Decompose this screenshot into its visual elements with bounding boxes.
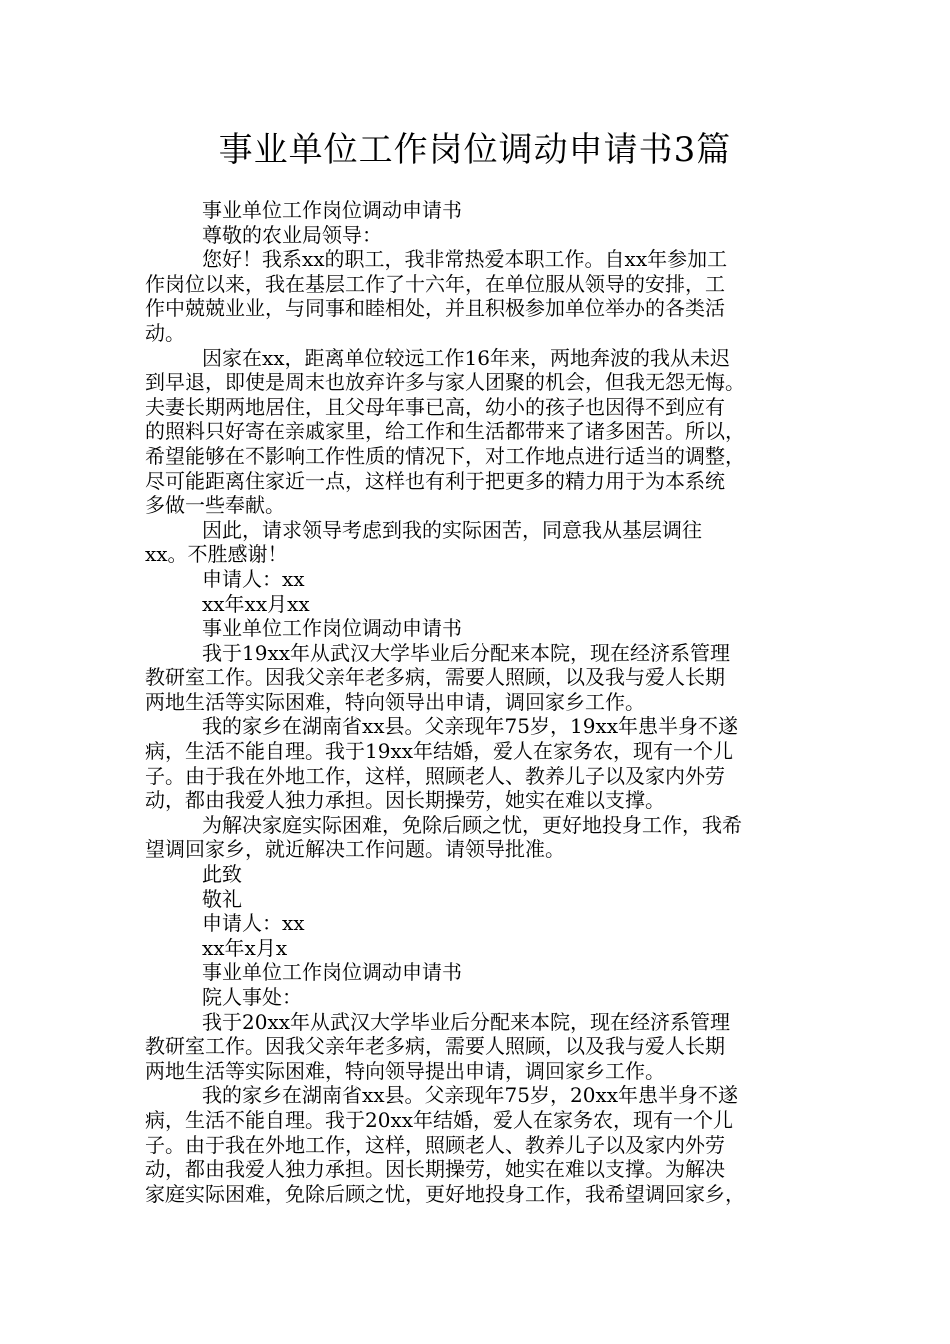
text-line: 您好！我系xx的职工，我非常热爱本职工作。自xx年参加工 (202, 247, 728, 272)
text-line: 我于19xx年从武汉大学毕业后分配来本院，现在经济系管理 (202, 640, 731, 665)
text-line: 我的家乡在湖南省xx县。父亲现年75岁，20xx年患半身不遂 (202, 1083, 739, 1108)
text-line: 教研室工作。因我父亲年老多病，需要人照顾，以及我与爱人长期 (145, 665, 725, 690)
text-line: 动，都由我爱人独力承担。因长期操劳，她实在难以支撑。为解决 (145, 1157, 725, 1182)
text-line: 子。由于我在外地工作，这样，照顾老人、教养儿子以及家内外劳 (145, 763, 725, 788)
text-line: 为解决家庭实际困难，免除后顾之忧，更好地投身工作，我希 (202, 812, 742, 837)
document-title: 事业单位工作岗位调动申请书3篇 (218, 130, 732, 170)
text-line: 两地生活等实际困难，特向领导提出申请，调回家乡工作。 (145, 1058, 665, 1083)
text-line: 病，生活不能自理。我于19xx年结婚，爱人在家务农，现有一个儿 (145, 739, 734, 764)
text-line: 病，生活不能自理。我于20xx年结婚，爱人在家务农，现有一个儿 (145, 1107, 734, 1132)
document-body (145, 198, 810, 1206)
text-line: xx年x月x (202, 935, 288, 960)
text-line: 望调回家乡，就近解决工作问题。请领导批准。 (145, 837, 565, 862)
text-line: 院人事处： (202, 985, 302, 1009)
text-line: xx年xx月xx (202, 591, 310, 616)
text-line: xx。不胜感谢！ (145, 542, 288, 567)
text-line: 动。 (145, 320, 185, 345)
text-line: 尊敬的农业局领导： (202, 222, 382, 247)
text-line: 作中兢兢业业，与同事和睦相处，并且积极参加单位举办的各类活 (145, 296, 725, 321)
text-line: 此致 (202, 862, 242, 887)
text-line: 事业单位工作岗位调动申请书 (202, 960, 462, 985)
text-line: 申请人：xx (202, 911, 305, 936)
text-line: 我于20xx年从武汉大学毕业后分配来本院，现在经济系管理 (202, 1009, 731, 1034)
text-line: 家庭实际困难，免除后顾之忧，更好地投身工作，我希望调回家乡， (145, 1181, 745, 1206)
text-line: 的照料只好寄在亲戚家里，给工作和生活都带来了诸多困苦。所以， (145, 419, 745, 444)
text-line: 作岗位以来，我在基层工作了十六年，在单位服从领导的安排，工 (145, 271, 725, 296)
text-line: 子。由于我在外地工作，这样，照顾老人、教养儿子以及家内外劳 (145, 1132, 725, 1157)
text-line: 我的家乡在湖南省xx县。父亲现年75岁，19xx年患半身不遂 (202, 714, 739, 739)
text-line: 申请人：xx (202, 566, 305, 591)
text-line: 夫妻长期两地居住，且父母年事已高，幼小的孩子也因得不到应有 (145, 394, 725, 419)
text-line: 因此，请求领导考虑到我的实际困苦，同意我从基层调往 (202, 517, 702, 542)
text-line: 敬礼 (202, 886, 242, 911)
text-line: 因家在xx，距离单位较远工作16年来，两地奔波的我从未迟 (202, 345, 731, 370)
text-line: 事业单位工作岗位调动申请书 (202, 198, 462, 222)
text-line: 两地生活等实际困难，特向领导出申请，调回家乡工作。 (145, 689, 645, 714)
text-line: 事业单位工作岗位调动申请书 (202, 616, 462, 641)
text-line: 教研室工作。因我父亲年老多病，需要人照顾，以及我与爱人长期 (145, 1034, 725, 1059)
text-line: 希望能够在不影响工作性质的情况下，对工作地点进行适当的调整， (145, 443, 745, 468)
text-line: 多做一些奉献。 (145, 493, 285, 518)
text-line: 动，都由我爱人独力承担。因长期操劳，她实在难以支撑。 (145, 788, 665, 813)
text-line: 到早退，即使是周末也放弃许多与家人团聚的机会，但我无怨无悔。 (145, 370, 745, 395)
text-line: 尽可能距离住家近一点，这样也有利于把更多的精力用于为本系统 (145, 468, 725, 493)
